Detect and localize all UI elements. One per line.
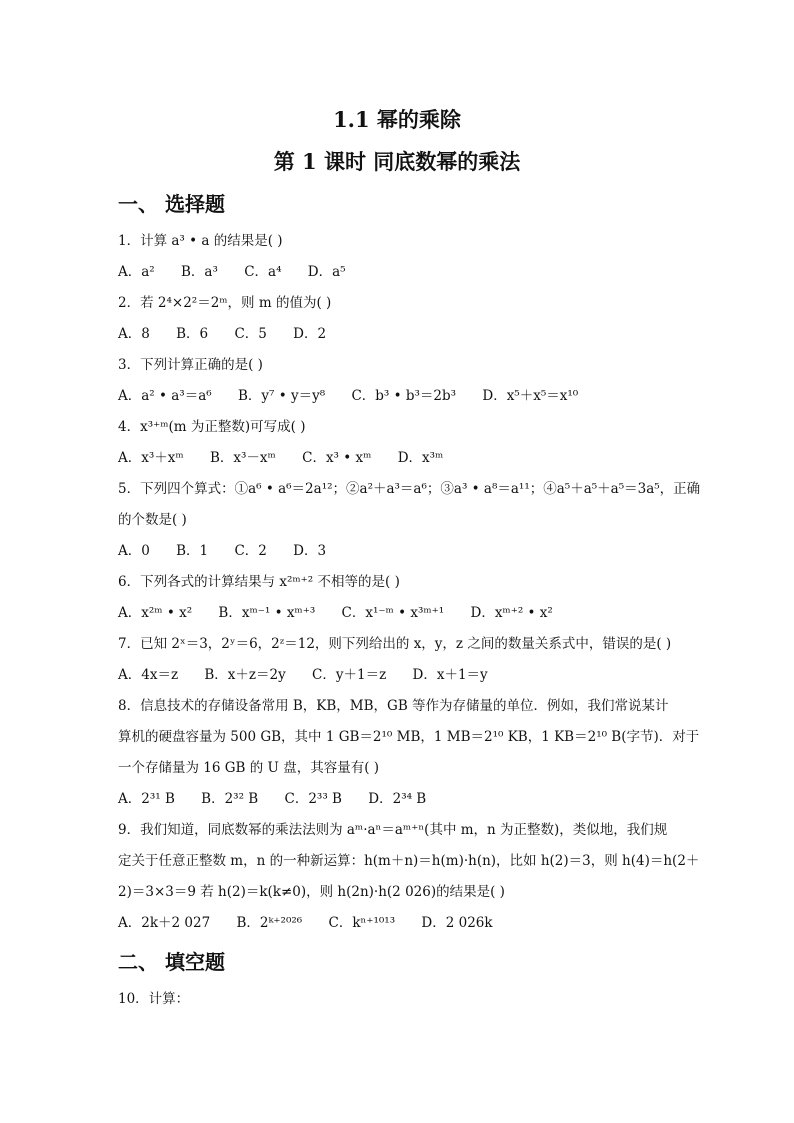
option-d: D．2	[293, 326, 327, 342]
question-7: 7．已知 2ˣ＝3，2ʸ＝6，2ᶻ＝12，则下列给出的 x，y，z 之间的数量关系式中，错误的是( )	[118, 636, 672, 652]
question-5-continued: 的个数是( )	[118, 512, 187, 528]
option-b: B．x³－xᵐ	[209, 450, 276, 466]
question-10: 10．计算：	[118, 991, 190, 1007]
option-c: C．a⁴	[244, 264, 282, 280]
option-d: D．x³ᵐ	[397, 450, 444, 466]
option-a: A．4x＝z	[118, 667, 179, 683]
question-3: 3．下列计算正确的是( )	[118, 357, 263, 373]
question-1-options	[118, 260, 368, 280]
option-b: B．a³	[181, 264, 218, 280]
option-c: C．x³ • xᵐ	[302, 450, 372, 466]
option-a: A．8	[118, 326, 150, 342]
question-9: 9．我们知道，同底数幂的乘法法则为 aᵐ·aⁿ＝aᵐ⁺ⁿ(其中 m，n 为正整数)，类似地，我们规	[118, 822, 668, 838]
option-c: C．2³³ B	[284, 791, 342, 807]
question-9-continued: 定关于任意正整数 m，n 的一种新运算：h(m＋n)＝h(m)·h(n)，比如 h(2)＝3，则 h(4)＝h(2＋	[118, 853, 700, 869]
option-b: B．x＋z＝2y	[204, 667, 286, 683]
option-a: A．a²	[118, 264, 155, 280]
option-a: A．a² • a³＝a⁶	[118, 388, 212, 404]
option-b: B．2ᵏ⁺²⁰²⁶	[236, 915, 303, 931]
lesson-title: 1.1 幂的乘除	[333, 107, 461, 132]
section-heading-fill-blank: 二、 填空题	[118, 950, 225, 974]
question-9-continued-2: 2)＝3×3＝9 若 h(2)＝k(k≠0)，则 h(2n)·h(2 026)的结果是( )	[118, 884, 505, 900]
option-b: B．6	[176, 326, 209, 342]
question-2: 2．若 2⁴×2²＝2ᵐ，则 m 的值为( )	[118, 295, 332, 311]
option-d: D．xᵐ⁺² • x²	[470, 605, 553, 621]
question-1: 1．计算 a³ • a 的结果是( )	[118, 233, 283, 249]
lesson-subtitle: 第 1 课时 同底数幂的乘法	[273, 149, 521, 174]
question-8-continued-2: 一个存储量为 16 GB 的 U 盘，其容量有( )	[118, 760, 380, 776]
option-a: A．x³＋xᵐ	[118, 450, 184, 466]
option-c: C．b³ • b³＝2b³	[351, 388, 457, 404]
option-d: D．2³⁴ B	[368, 791, 427, 807]
option-a: A．2³¹ B	[118, 791, 175, 807]
question-8: 8．信息技术的存储设备常用 B，KB，MB，GB 等作为存储量的单位．例如，我们常说某计	[118, 698, 669, 714]
option-d: D．3	[293, 543, 327, 559]
question-4: 4．x³⁺ᵐ(m 为正整数)可写成( )	[118, 419, 306, 435]
option-c: C．kⁿ⁺¹⁰¹³	[328, 915, 396, 931]
option-b: B．2³² B	[201, 791, 259, 807]
section-heading-choice: 一、 选择题	[118, 192, 225, 216]
option-d: D．x＋1＝y	[412, 667, 488, 683]
question-8-options	[118, 787, 448, 807]
option-c: C．x¹⁻ᵐ • x³ᵐ⁺¹	[341, 605, 445, 621]
question-8-continued: 算机的硬盘容量为 500 GB，其中 1 GB＝2¹⁰ MB，1 MB＝2¹⁰ KB，1 KB＝2¹⁰ B(字节)．对于	[118, 729, 700, 745]
question-6: 6．下列各式的计算结果与 x²ᵐ⁺² 不相等的是( )	[118, 574, 400, 590]
question-4-options	[118, 446, 465, 466]
question-6-options	[118, 601, 575, 621]
option-c: C．y＋1＝z	[312, 667, 387, 683]
option-c: C．5	[234, 326, 267, 342]
question-5: 5．下列四个算式：①a⁶ • a⁶＝2a¹²；②a²＋a³＝a⁶；③a³ • a⁸＝a¹¹；④a⁵＋a⁵＋a⁵＝3a⁵，正确	[118, 481, 701, 497]
question-3-options	[118, 384, 600, 404]
option-b: B．xᵐ⁻¹ • xᵐ⁺³	[218, 605, 316, 621]
option-a: A．0	[118, 543, 150, 559]
question-2-options	[118, 322, 348, 342]
question-5-options	[118, 539, 348, 559]
option-d: D．a⁵	[307, 264, 346, 280]
option-d: D．2 026k	[421, 915, 493, 931]
option-a: A．x²ᵐ • x²	[118, 605, 193, 621]
option-a: A．2k＋2 027	[118, 915, 211, 931]
option-b: B．y⁷ • y＝y⁸	[237, 388, 326, 404]
option-c: C．2	[234, 543, 267, 559]
question-7-options	[118, 663, 510, 683]
question-9-options	[118, 911, 515, 931]
option-d: D．x⁵＋x⁵＝x¹⁰	[482, 388, 579, 404]
option-b: B．1	[176, 543, 209, 559]
